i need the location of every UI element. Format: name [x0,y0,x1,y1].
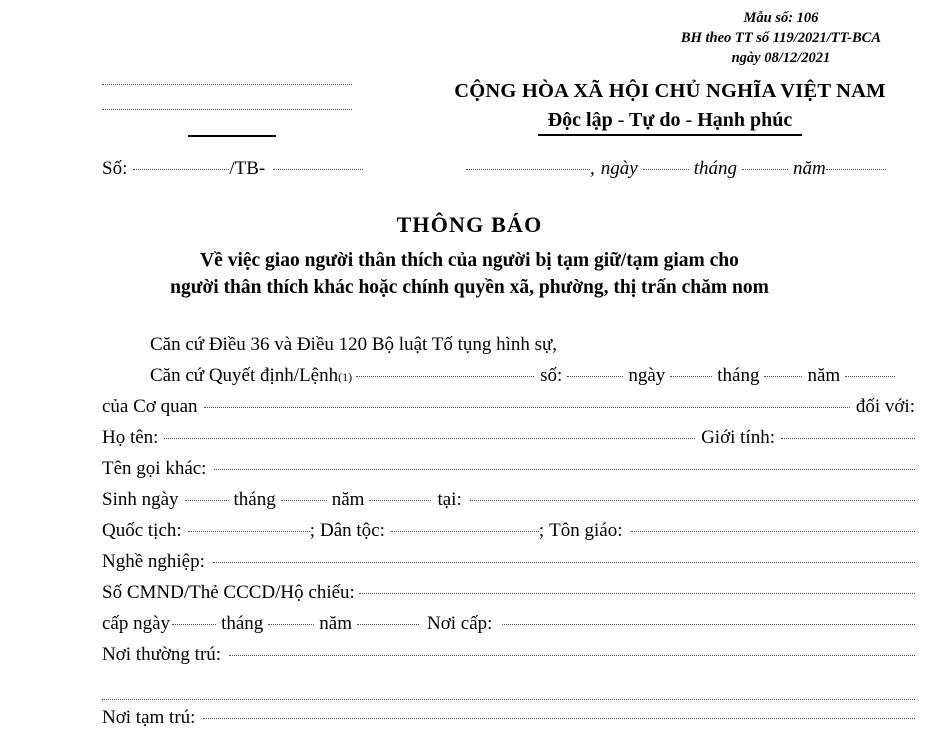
place-blank[interactable] [466,169,590,170]
religion-separator: ; [538,520,545,541]
date-day-label: ngày [600,158,638,179]
regarding-label: đối với: [855,396,915,417]
subtitle-line-1: Về việc giao người thân thích của người bị tạm giữ/tạm giam cho [200,250,739,271]
row-permanent-residence [0,644,939,677]
row-birth [0,489,939,520]
decision-year-label: năm [807,365,841,386]
row-occupation [0,551,939,582]
form-code-line3: ngày 08/12/2021 [731,50,831,66]
nationality-blank[interactable] [188,531,310,532]
document-subtitle [0,247,939,301]
issue-place-blank[interactable] [502,624,915,625]
date-year-blank[interactable] [826,169,886,170]
subtitle-line-2: người thân thích khác hoặc chính quyền xã, phường, thị trấn chăm nom [170,277,769,298]
gender-blank[interactable] [781,438,915,439]
ethnicity-label: Dân tộc: [319,520,385,541]
decision-year-blank[interactable] [845,376,895,377]
legal-basis-text: Căn cứ Điều 36 và Điều 120 Bộ luật Tố tụng hình sự, [150,334,558,355]
form-code-line2: BH theo TT số 119/2021/TT-BCA [680,30,881,46]
motto-part-3: Hạnh phúc [697,109,793,131]
birth-day-blank[interactable] [185,500,229,501]
permanent-residence-blank-2[interactable] [102,699,915,700]
id-number-blank[interactable] [359,593,915,594]
national-heading [440,80,900,136]
decision-day-blank[interactable] [670,376,712,377]
document-number-blank[interactable] [133,169,229,170]
form-code-block [681,8,881,68]
issue-place-label: Nơi cấp: [427,613,493,634]
birth-place-label: tại: [437,489,462,510]
permanent-residence-blank[interactable] [229,655,915,656]
form-code-line1: Mẫu số: 106 [743,10,819,26]
issue-month-label: tháng [221,613,264,634]
religion-label: Tôn giáo: [549,520,623,541]
national-motto [538,109,803,136]
nationality-label: Quốc tịch: [102,520,182,541]
row-nationality [0,520,939,551]
row-other-name [0,458,939,489]
occupation-blank[interactable] [213,562,915,563]
birth-place-blank[interactable] [470,500,915,501]
date-month-blank[interactable] [742,169,788,170]
motto-separator-1: - [617,109,625,131]
agency-underline-rule [188,135,276,137]
religion-blank[interactable] [631,531,915,532]
ethnicity-blank[interactable] [391,531,539,532]
permanent-residence-continuation [0,677,939,707]
issue-year-blank[interactable] [357,624,419,625]
decision-day-label: ngày [628,365,666,386]
full-name-label: Họ tên: [102,427,159,448]
issuing-agency-blank [102,84,352,110]
permanent-residence-label: Nơi thường trú: [102,644,222,665]
decision-basis-label: Căn cứ Quyết định/Lệnh [150,365,339,386]
row-legal-basis [0,334,939,365]
date-day-blank[interactable] [643,169,689,170]
decision-number-blank[interactable] [567,376,623,377]
occupation-label: Nghề nghiệp: [102,551,205,572]
date-month-label: tháng [693,158,737,179]
document-number-line [102,158,363,180]
motto-separator-2: - [685,109,693,131]
row-issue [0,613,939,644]
birth-year-blank[interactable] [369,500,431,501]
document-title-block [0,212,939,301]
form-body [0,334,939,738]
agency-line-1 [102,84,352,85]
page-title: THÔNG BÁO [396,212,543,237]
issue-year-label: năm [319,613,352,634]
birth-month-label: tháng [233,489,276,510]
issue-day-blank[interactable] [172,624,216,625]
country-name: CỘNG HÒA XÃ HỘI CHỦ NGHĨA VIỆT NAM [454,80,886,102]
issue-day-label: cấp ngày [102,613,171,634]
birth-year-label: năm [331,489,365,510]
row-id-number [0,582,939,613]
decision-number-label: số: [540,365,563,386]
row-agency [0,396,939,427]
other-name-label: Tên gọi khác: [102,458,207,479]
document-number-suffix-blank[interactable] [273,169,363,170]
agency-label: của Cơ quan [102,396,198,417]
agency-blank[interactable] [204,407,850,408]
place-date-line [466,158,886,180]
gender-label: Giới tính: [701,427,775,448]
temporary-residence-blank[interactable] [203,718,915,719]
ethnicity-separator: ; [309,520,315,541]
motto-part-1: Độc lập [547,109,613,131]
decision-name-blank[interactable] [356,376,534,377]
id-number-label: Số CMND/Thẻ CCCD/Hộ chiếu: [102,582,355,603]
other-name-blank[interactable] [214,469,915,470]
full-name-blank[interactable] [164,438,695,439]
document-number-label: Số: [102,158,128,179]
row-full-name [0,427,939,458]
temporary-residence-label: Nơi tạm trú: [102,707,196,728]
date-year-label: năm [792,158,826,179]
agency-line-2 [102,109,352,110]
decision-month-label: tháng [717,365,760,386]
decision-month-blank[interactable] [764,376,802,377]
date-comma: , [590,158,595,179]
document-number-separator: /TB- [229,158,266,179]
issue-month-blank[interactable] [268,624,314,625]
birth-day-label: Sinh ngày [102,489,179,510]
motto-part-2: Tự do [629,109,681,131]
birth-month-blank[interactable] [281,500,327,501]
row-decision-basis: Căn cứ Quyết định/Lệnh (1) số: ngày tháng năm [0,365,939,396]
